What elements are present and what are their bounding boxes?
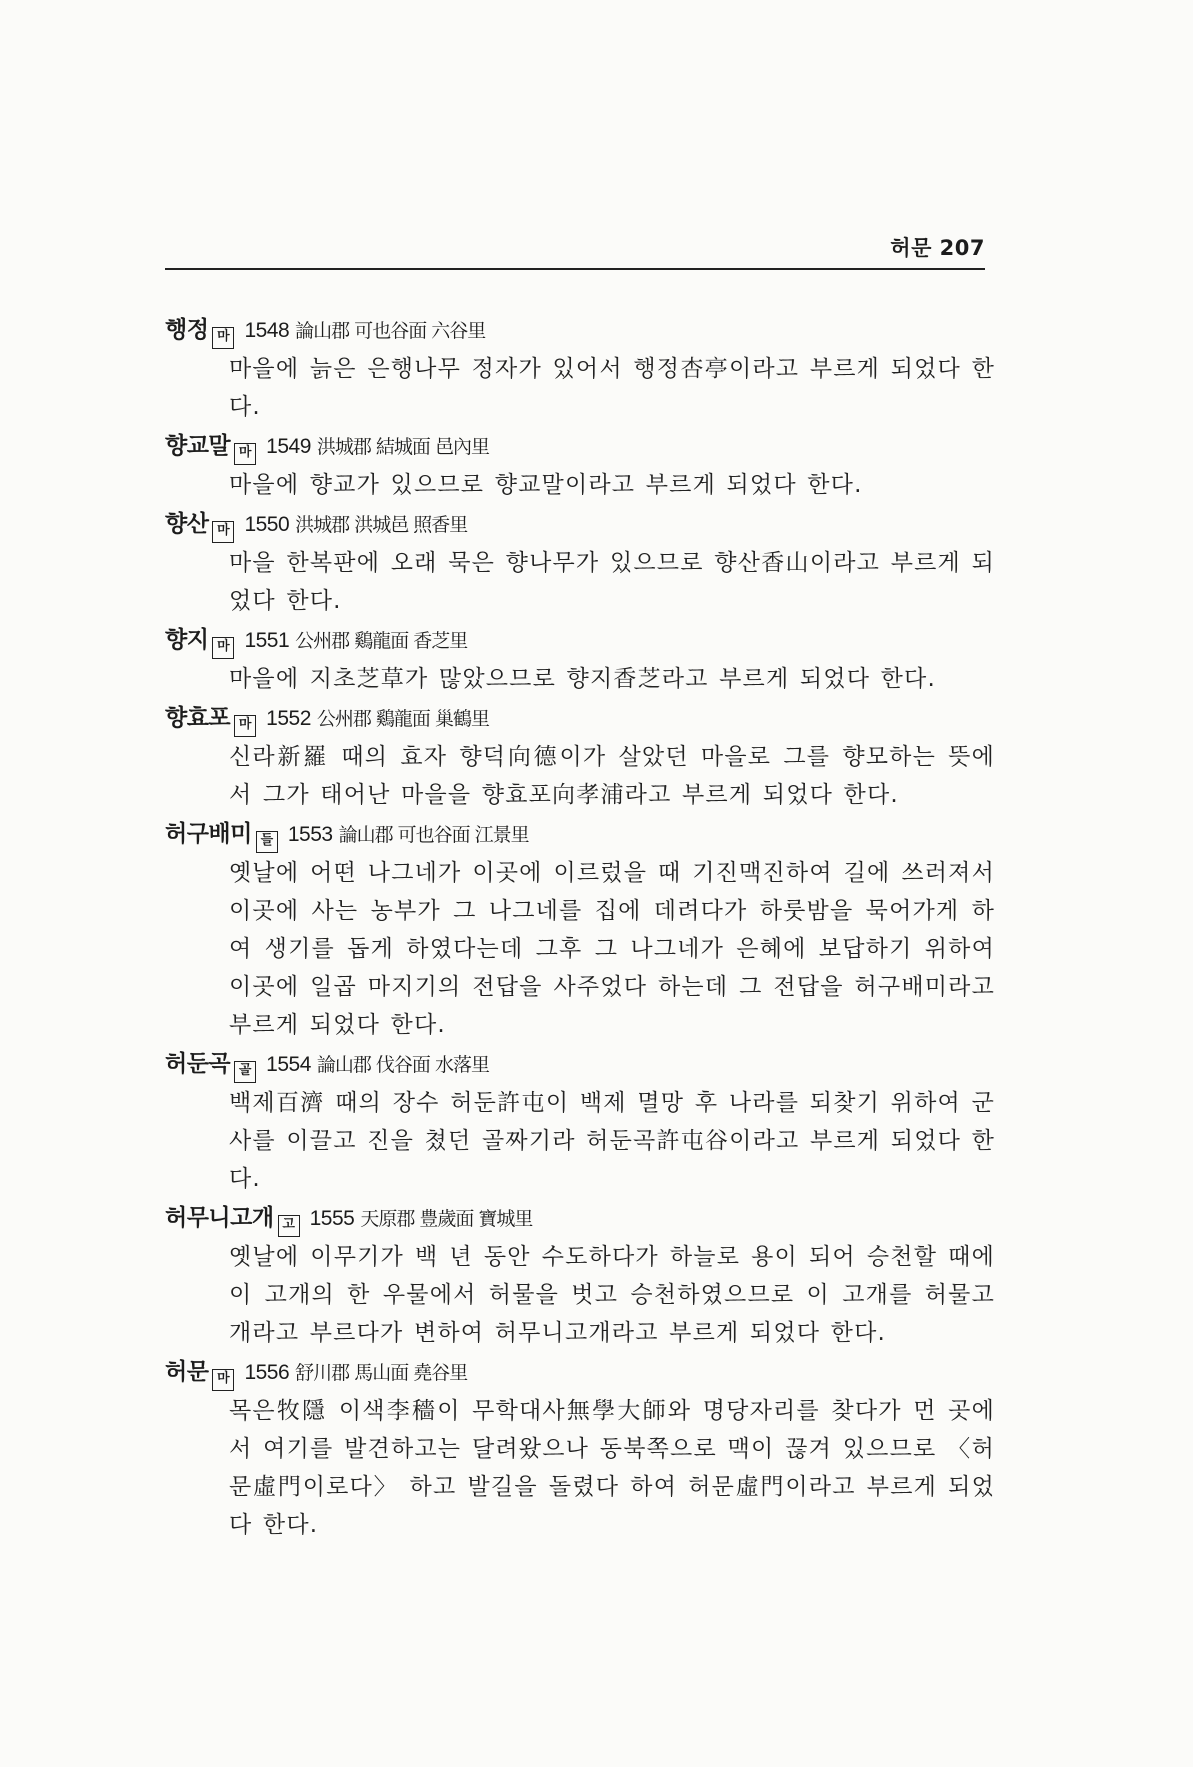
- entry-location: 舒川郡 馬山面 堯谷里: [295, 1362, 468, 1384]
- entry-description: 마을에 향교가 있으므로 향교말이라고 부르게 되었다 한다.: [229, 472, 863, 498]
- running-head: 허문 207: [890, 236, 985, 260]
- headword: 향효포: [165, 705, 231, 731]
- entry-location: 公州郡 鷄龍面 香芝里: [295, 630, 468, 652]
- entry-description: 마을에 늙은 은행나무 정자가 있어서 행정杏亭이라고 부르게 되었다 한다.: [229, 356, 995, 420]
- entry-header: [165, 310, 995, 350]
- dictionary-entry: [165, 310, 995, 426]
- type-mark: 마: [234, 443, 256, 465]
- entry-number: 1554: [266, 1053, 311, 1076]
- entry-list: [165, 310, 995, 1544]
- headword: 허무니고개: [165, 1205, 274, 1231]
- entry-number: 1551: [244, 629, 290, 652]
- entry-number: 1556: [244, 1361, 290, 1384]
- entry-header: [165, 1352, 995, 1392]
- dictionary-entry: [165, 814, 995, 1044]
- type-mark: 마: [234, 715, 256, 737]
- entry-location: 論山郡 可也谷面 六谷里: [295, 320, 486, 342]
- entry-location: 天原郡 豊歲面 寶城里: [360, 1208, 533, 1230]
- headword: 허문: [165, 1359, 209, 1385]
- dictionary-entry: [165, 1198, 995, 1352]
- entry-number: 1548: [244, 319, 290, 342]
- entry-description: 마을 한복판에 오래 묵은 향나무가 있으므로 향산香山이라고 부르게 되었다 한다.: [229, 550, 995, 614]
- type-mark: 고: [278, 1215, 300, 1237]
- headword: 향교말: [165, 433, 231, 459]
- page-header: [165, 232, 985, 268]
- type-mark: 마: [212, 637, 234, 659]
- dictionary-entry: [165, 1352, 995, 1544]
- entry-number: 1550: [244, 513, 290, 536]
- type-mark: 들: [256, 831, 278, 853]
- headword: 행정: [165, 317, 209, 343]
- entry-header: [165, 426, 995, 466]
- entry-header: [165, 504, 995, 544]
- entry-location: 洪城郡 洪城邑 照香里: [295, 514, 468, 536]
- entry-number: 1549: [266, 435, 311, 458]
- dictionary-entry: [165, 504, 995, 620]
- entry-description: 옛날에 어떤 나그네가 이곳에 이르렀을 때 기진맥진하여 길에 쓰러져서 이곳에 사는 농부가 그 나그네를 집에 데려다가 하룻밤을 묵어가게 하여 생기를 돕게 하였다는데 그후 그 나그네가 은혜에 보답하기 위하여 이곳에 일곱 마지기의 전답을 사주었다 하는데 그 전답을 허구배미라고 부르게 되었다 한다.: [229, 860, 995, 1038]
- entry-description: 백제百濟 때의 장수 허둔許屯이 백제 멸망 후 나라를 되찾기 위하여 군사를 이끌고 진을 쳤던 골짜기라 허둔곡許屯谷이라고 부르게 되었다 한다.: [229, 1090, 995, 1192]
- entry-location: 洪城郡 結城面 邑內里: [316, 436, 489, 458]
- type-mark: 마: [212, 1369, 234, 1391]
- type-mark: 골: [234, 1061, 256, 1083]
- header-rule: [165, 268, 985, 270]
- entry-header: [165, 1198, 995, 1238]
- entry-header: [165, 698, 995, 738]
- entry-header: [165, 1044, 995, 1084]
- dictionary-entry: [165, 698, 995, 814]
- entry-location: 論山郡 伐谷面 水落里: [316, 1054, 489, 1076]
- entry-description: 목은牧隱 이색李穡이 무학대사無學大師와 명당자리를 찾다가 먼 곳에서 여기를 발견하고는 달려왔으나 동북쪽으로 맥이 끊겨 있으므로 〈허문虛門이로다〉 하고 발길을 돌렸다 하여 허문虛門이라고 부르게 되었다 한다.: [229, 1398, 995, 1538]
- entry-location: 公州郡 鷄龍面 巢鶴里: [316, 708, 489, 730]
- entry-description: 마을에 지초芝草가 많았으므로 향지香芝라고 부르게 되었다 한다.: [229, 666, 936, 692]
- entry-number: 1553: [287, 823, 333, 846]
- entry-header: [165, 814, 995, 854]
- entry-number: 1552: [266, 707, 311, 730]
- entry-description: 신라新羅 때의 효자 향덕向德이가 살았던 마을로 그를 향모하는 뜻에서 그가 태어난 마을을 향효포向孝浦라고 부르게 되었다 한다.: [229, 744, 995, 808]
- dictionary-entry: [165, 620, 995, 698]
- dictionary-entry: [165, 426, 995, 504]
- entry-number: 1555: [309, 1207, 355, 1230]
- headword: 허둔곡: [165, 1051, 231, 1077]
- headword: 향산: [165, 511, 209, 537]
- entry-header: [165, 620, 995, 660]
- dictionary-entry: [165, 1044, 995, 1198]
- headword: 허구배미: [165, 821, 252, 847]
- type-mark: 마: [212, 327, 234, 349]
- type-mark: 마: [212, 521, 234, 543]
- entry-location: 論山郡 可也谷面 江景里: [338, 824, 529, 846]
- entry-description: 옛날에 이무기가 백 년 동안 수도하다가 하늘로 용이 되어 승천할 때에 이 고개의 한 우물에서 허물을 벗고 승천하였으므로 이 고개를 허물고개라고 부르다가 변하여 허무니고개라고 부르게 되었다 한다.: [229, 1244, 995, 1346]
- headword: 향지: [165, 627, 209, 653]
